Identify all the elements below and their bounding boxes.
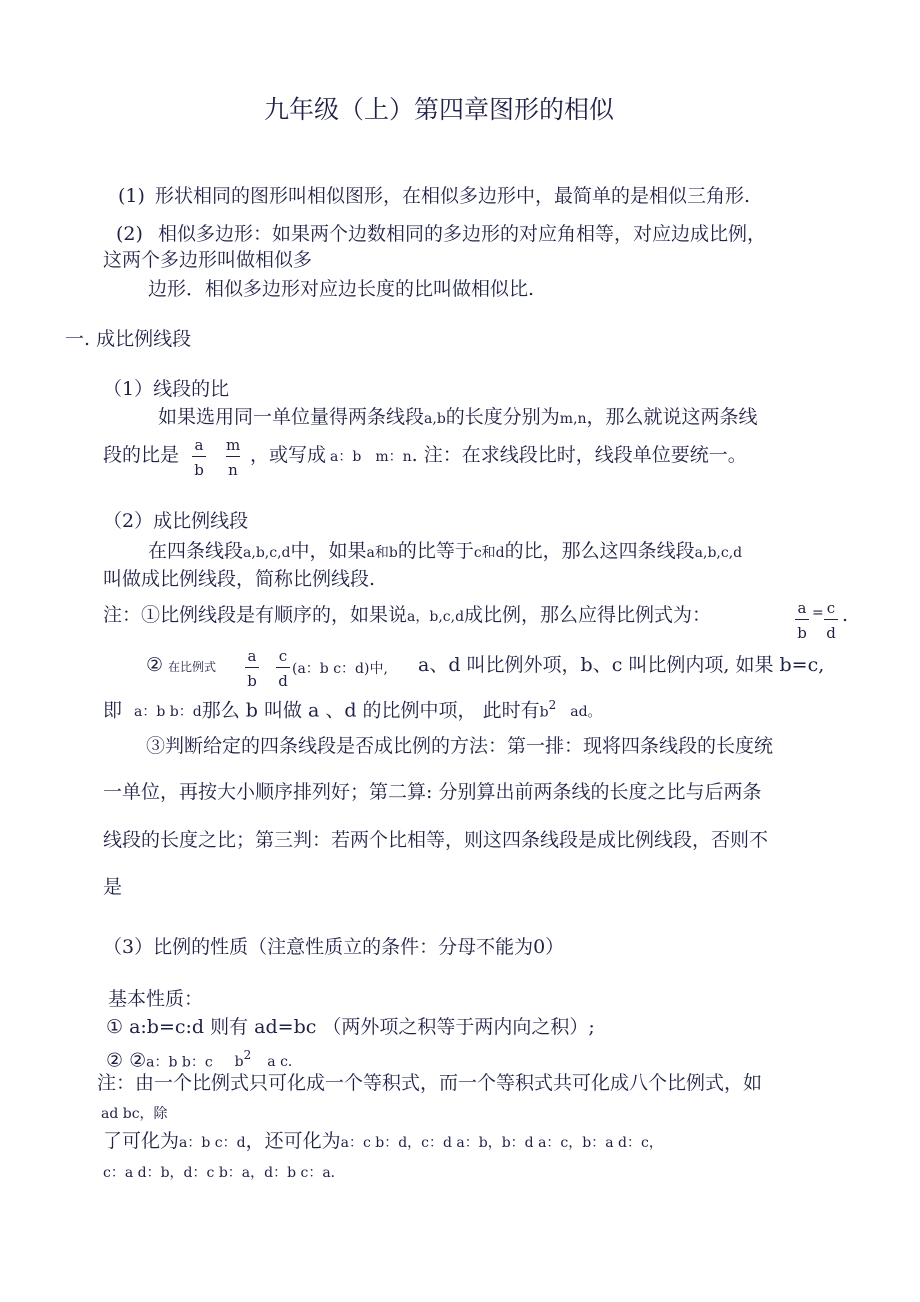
fraction-denominator: d [826, 624, 836, 642]
property-note-line2: ad bc，除 [101, 1106, 168, 1122]
text: 在四条线段 [148, 540, 244, 562]
property-note-line4: c：a d：b，d：c b：a，d：b c：a． [103, 1165, 345, 1181]
page-title: 九年级（上）第四章图形的相似 [264, 95, 615, 124]
fraction-bar [276, 667, 290, 668]
ratio-expression: a：b b：c [146, 1054, 213, 1071]
fraction-numerator: c [278, 647, 288, 665]
intro-p2-text-end: 边形．相似多边形对应边长度的比叫做相似比. [148, 278, 535, 300]
fraction-numerator: m [226, 436, 241, 454]
fraction-denominator: b [247, 672, 257, 690]
text: ，那么就说这两条线 [586, 406, 758, 428]
note-2-marker: ② [146, 654, 164, 676]
text: 了可化为 [103, 1130, 180, 1152]
text: 那么 b 叫做 a 、d 的比例中项， 此时有 [201, 699, 540, 722]
section-heading-proportional-segments: 一. 成比例线段 [65, 328, 192, 350]
fraction-numerator: a [797, 599, 807, 617]
note-2-text: a、d 叫比例外项，b、c 叫比例内项, 如果 b=c, [418, 654, 825, 676]
note-2-ratio: (a：b c：d)中, [292, 661, 388, 677]
variable: b [234, 1054, 244, 1071]
variable: m,n [559, 411, 587, 427]
subsection-heading-proportional-segments: （2）成比例线段 [103, 510, 249, 532]
ratio-expression: a：b c：d [179, 1135, 246, 1151]
paragraph-proportional-line2: 叫做成比例线段，简称比例线段. [103, 568, 376, 590]
text: 中，如果 [290, 540, 367, 562]
paragraph-segment-ratio-line2-rest [250, 442, 747, 470]
fraction-denominator: b [797, 624, 807, 642]
basic-properties-label: 基本性质： [108, 988, 204, 1010]
fraction-bar [245, 667, 259, 668]
text: 的长度分别为 [445, 406, 560, 428]
ratio-expression: a：b b：d [134, 704, 202, 721]
fraction-denominator: n [228, 461, 238, 479]
intro-p1-text: 形状相同的图形叫相似图形，在相似多边形中，最简单的是相似三角形. [155, 185, 751, 207]
variables: a，b,c,d [407, 609, 465, 625]
text: ② ② [106, 1049, 147, 1072]
property-note-line1: 注：由一个比例式只可化成一个等积式，而一个等积式共可化成八个比例式，如 [97, 1072, 763, 1094]
text: ，或写成 [250, 444, 327, 466]
text: 即 [103, 699, 123, 722]
equals-sign: = [812, 605, 824, 621]
ratio-expression: a：b [330, 449, 362, 465]
fraction-numerator: a [247, 647, 257, 665]
variable: a,b [424, 411, 446, 427]
text: 成比例，那么应得比例式为： [464, 604, 712, 626]
text: 注：①比例线段是有顺序的，如果说 [103, 604, 408, 626]
text: 。 [587, 704, 602, 721]
intro-p2-text-continued: 这两个多边形叫做相似多 [103, 249, 313, 271]
text: 如果选用同一单位量得两条线段 [158, 406, 425, 428]
intro-p1-number: (1) [118, 185, 145, 207]
fraction-denominator: d [278, 672, 288, 690]
note-3-line1: ③判断给定的四条线段是否成比例的方法：第一排：现将四条线段的长度统 [146, 735, 774, 757]
paragraph-proportional-line1 [148, 538, 742, 566]
ratio-expressions: a：c b：d，c：d a：b，b：d a：c，b：a d：c， [340, 1135, 663, 1151]
note-2-small-text: 在比例式 [168, 660, 217, 674]
paragraph-segment-ratio-line2-start: 段的比是 [103, 444, 180, 466]
fraction-bar [795, 619, 809, 620]
note-2-line2 [103, 692, 602, 725]
variables: a和b [366, 545, 398, 561]
note-3-line4: 是 [103, 876, 123, 898]
intro-p2-number: (2) [116, 223, 143, 245]
variables: c和d [473, 545, 505, 561]
subsection-heading-proportion-properties: （3）比例的性质（注意性质立的条件：分母不能为0） [103, 936, 565, 958]
note-1-text [103, 602, 711, 630]
text: ，还可化为 [245, 1130, 341, 1152]
property-item-1: ① a:b=c:d 则有 ad=bc （两外项之积等于两内向之积）; [106, 1016, 595, 1038]
paragraph-segment-ratio-line1 [158, 404, 758, 432]
superscript: 2 [243, 1048, 252, 1062]
fraction-denominator: b [194, 461, 204, 479]
note-3-line2: 一单位，再按大小顺序排列好；第二算: 分别算出前两条线的长度之比与后两条 [103, 781, 762, 803]
text: . 注：在求线段比时，线段单位要统一。 [411, 444, 747, 466]
variables: a,b,c,d [243, 545, 291, 561]
superscript: 2 [548, 698, 557, 712]
fraction-bar [192, 456, 206, 457]
period: . [842, 604, 849, 626]
text: 的比等于 [397, 540, 474, 562]
variables: a,b,c,d [694, 545, 743, 561]
variable: b [539, 704, 549, 721]
ratio-expression: m：n [375, 449, 412, 465]
fraction-numerator: a [194, 436, 204, 454]
variable: ad [570, 704, 588, 721]
fraction-bar [824, 619, 838, 620]
note-3-line3: 线段的长度之比；第三判：若两个比相等，则这四条线段是成比例线段，否则不 [103, 829, 769, 851]
fraction-bar [226, 456, 240, 457]
fraction-numerator: c [826, 599, 836, 617]
subsection-heading-segment-ratio: （1）线段的比 [103, 378, 230, 400]
intro-p2-text: 相似多边形：如果两个边数相同的多边形的对应角相等，对应边成比例， [158, 223, 767, 245]
property-note-line3 [103, 1128, 663, 1156]
text: 的比，那么这四条线段 [504, 540, 695, 562]
variable: a c． [267, 1054, 302, 1071]
